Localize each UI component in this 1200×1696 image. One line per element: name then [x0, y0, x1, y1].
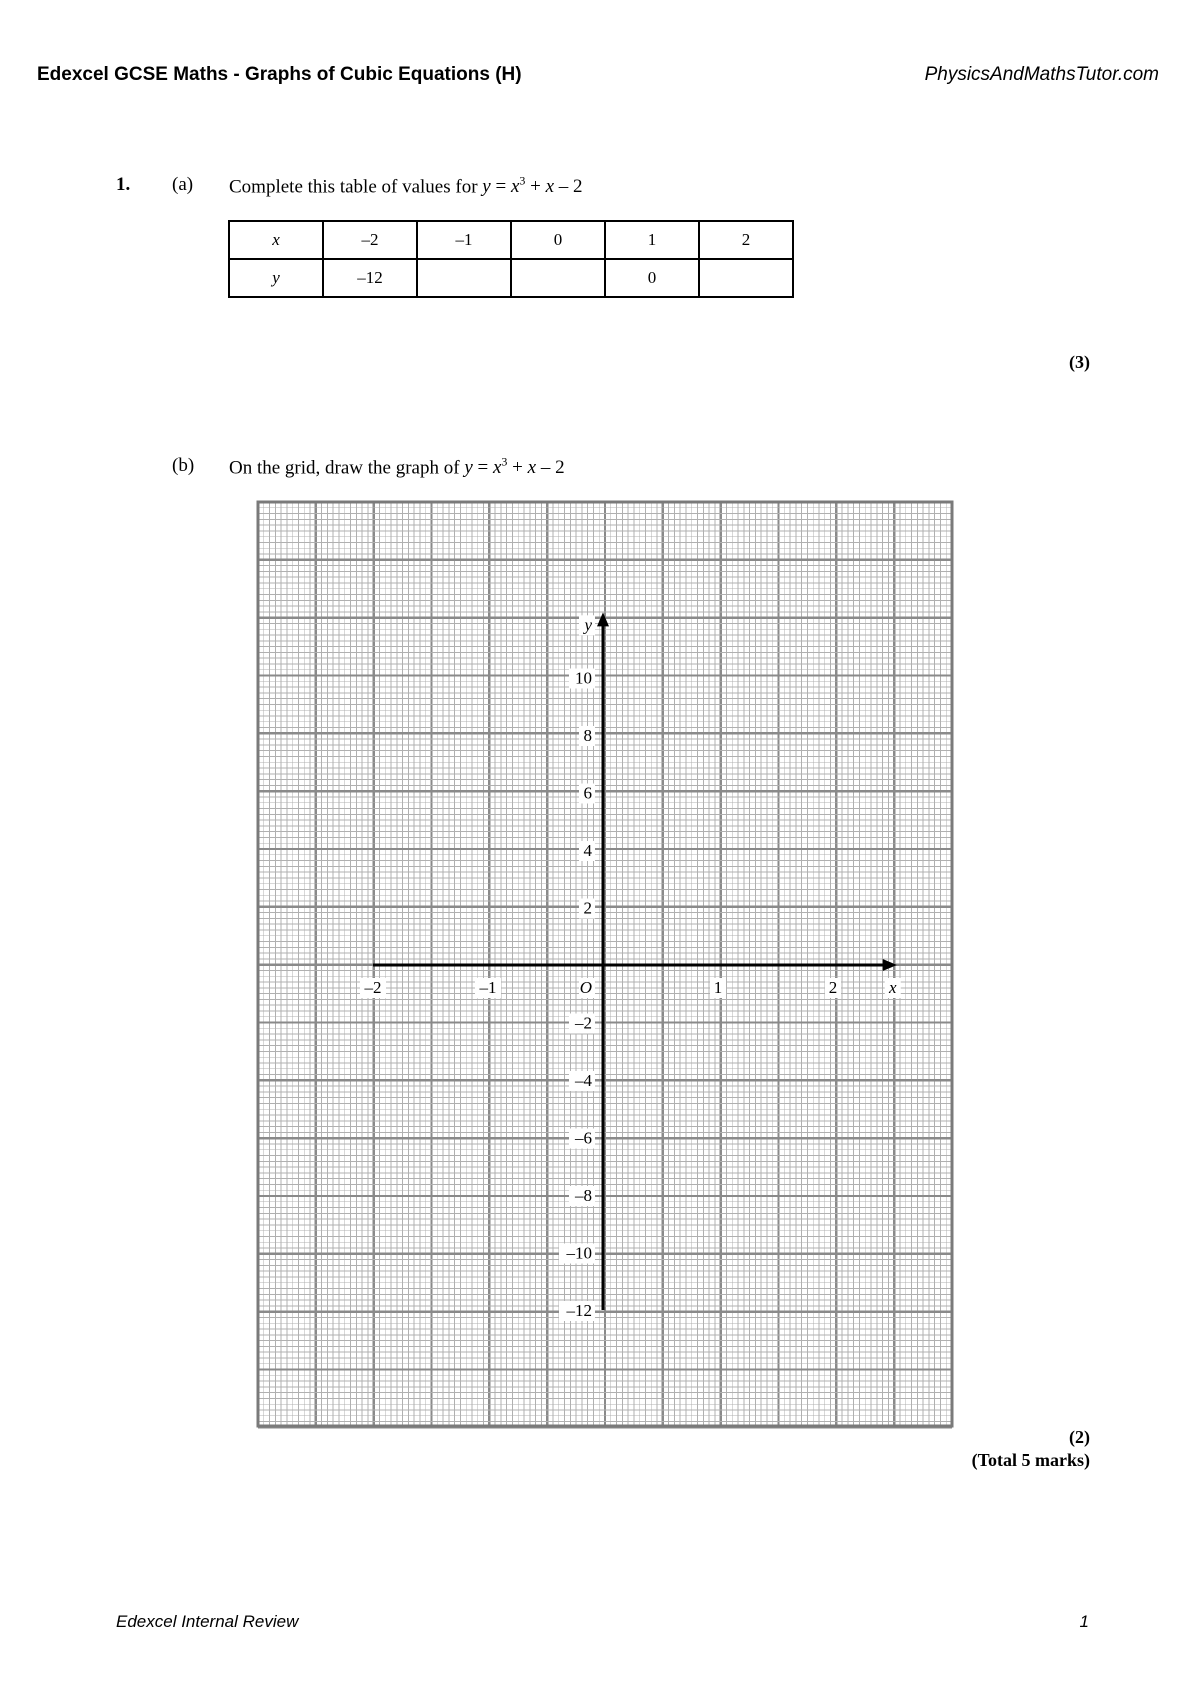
- y-tick-label: 6: [583, 783, 592, 803]
- x-tick-label: –1: [479, 978, 497, 997]
- table-cell[interactable]: 0: [605, 259, 699, 297]
- axes: [373, 612, 897, 1310]
- question-number: 1.: [116, 174, 131, 195]
- site-name: PhysicsAndMathsTutor.com: [924, 64, 1159, 85]
- page-number: 1: [1079, 1612, 1089, 1631]
- part-b-prompt-text: On the grid, draw the graph of: [229, 457, 460, 479]
- x-tick-label: 2: [828, 978, 838, 997]
- tick-labels: [360, 615, 901, 1321]
- x-tick-label: –2: [364, 978, 382, 997]
- table-cell: 2: [699, 221, 793, 259]
- x-tick-label: 1: [713, 978, 723, 997]
- y-tick-label: 8: [583, 726, 592, 745]
- y-tick-label: 4: [583, 841, 592, 860]
- y-tick-label: –8: [575, 1186, 592, 1205]
- x-axis-label: x: [888, 978, 897, 997]
- document-title: Edexcel GCSE Maths - Graphs of Cubic Equations (H): [37, 64, 522, 85]
- table-header-y: y: [229, 259, 323, 297]
- part-b-equation: $y = x^3 + x - 2$: [464, 455, 565, 479]
- table-cell: –2: [323, 221, 417, 259]
- y-tick-label: –4: [575, 1071, 592, 1090]
- table-cell: 0: [511, 221, 605, 259]
- table-cell: –1: [417, 221, 511, 259]
- table-header-x: x: [229, 221, 323, 259]
- total-marks: (Total 5 marks): [971, 1450, 1090, 1470]
- part-a-label: (a): [172, 174, 194, 195]
- origin-label: O: [579, 978, 592, 997]
- y-tick-label: –2: [575, 1013, 592, 1033]
- part-b-label: (b): [172, 455, 195, 476]
- y-tick-label: 2: [583, 898, 592, 918]
- part-b-marks: (2): [1069, 1427, 1090, 1447]
- part-a-equation: $y = x^3 + x - 2$: [482, 174, 583, 198]
- part-a-marks: (3): [1069, 352, 1090, 372]
- y-axis-label: y: [584, 615, 592, 635]
- y-tick-label: –10: [566, 1243, 592, 1263]
- footer-source: Edexcel Internal Review: [116, 1612, 299, 1631]
- part-a-prompt-text: Complete this table of values for: [229, 176, 478, 198]
- y-tick-label: –12: [566, 1301, 592, 1320]
- table-cell: 1: [605, 221, 699, 259]
- table-cell[interactable]: –12: [323, 259, 417, 297]
- y-tick-label: 10: [575, 668, 592, 688]
- y-tick-label: –6: [575, 1128, 592, 1148]
